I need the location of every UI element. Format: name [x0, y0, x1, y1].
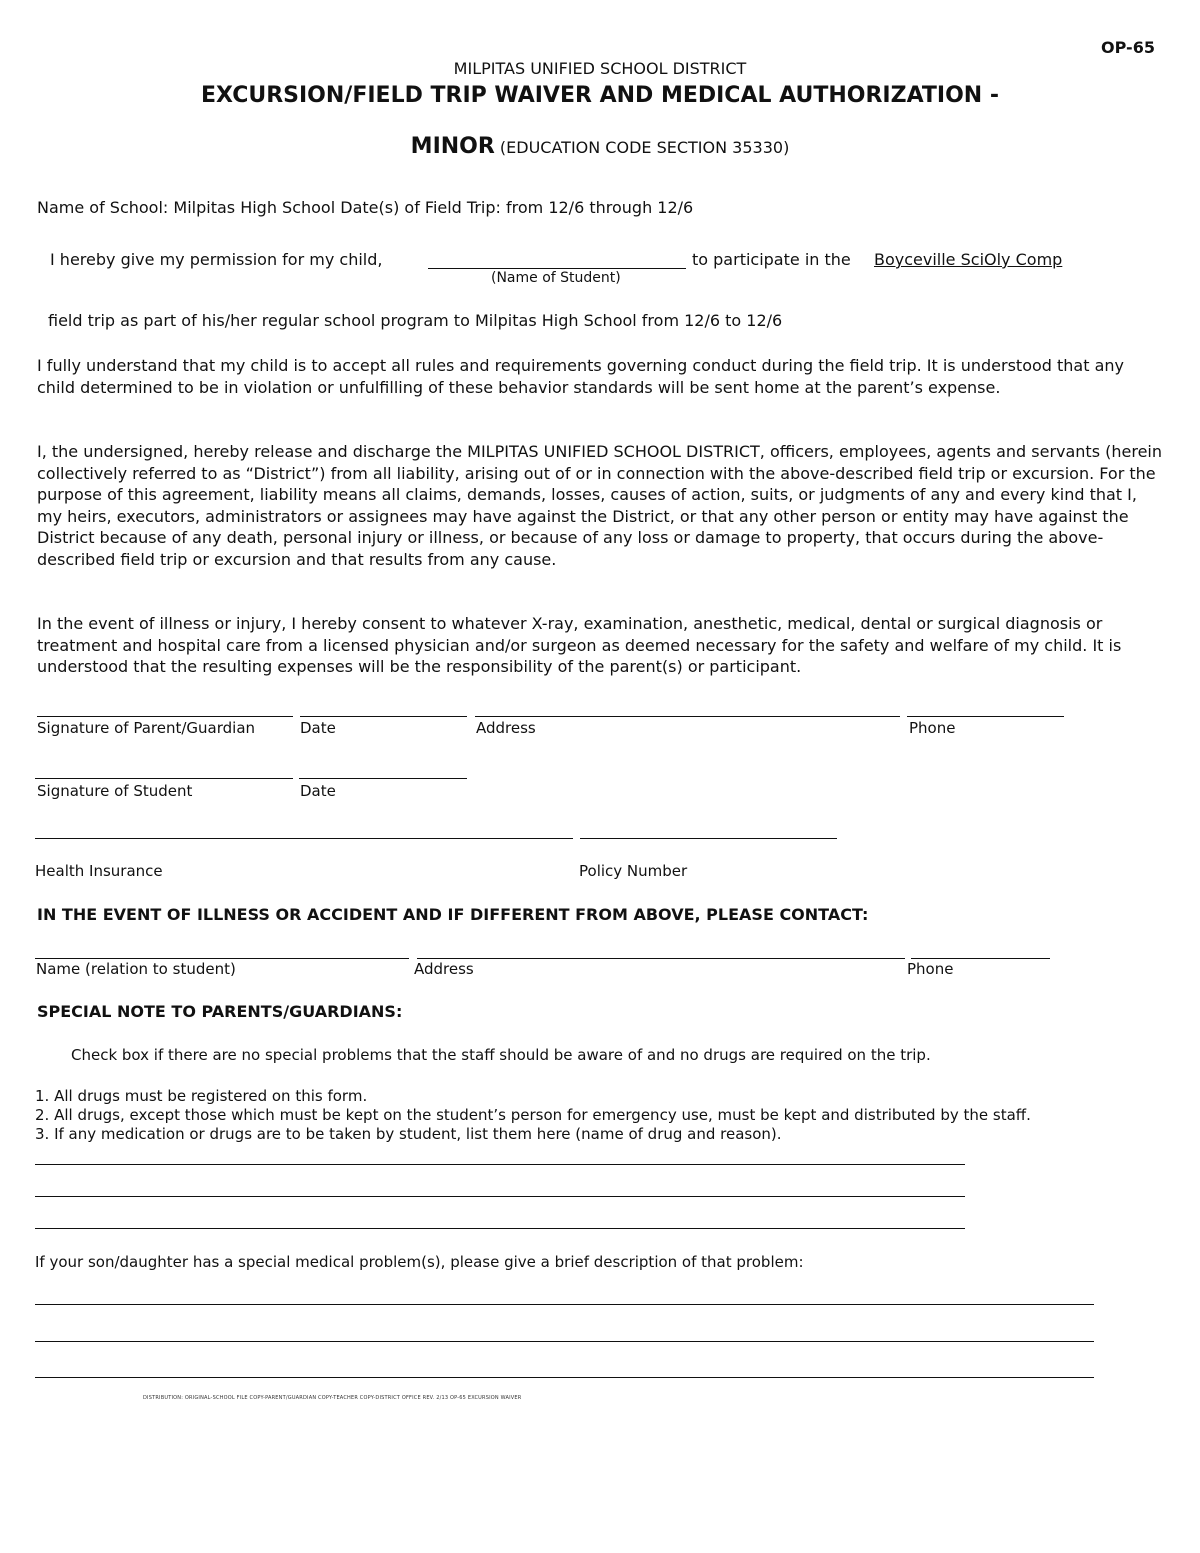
- contact-address-label: Address: [414, 960, 474, 978]
- trip-line: field trip as part of his/her regular school program to Milpitas High School from 12/6 to 12/6: [48, 311, 783, 330]
- student-date-label: Date: [300, 782, 336, 800]
- event-name-text: Boyceville SciOly Comp: [874, 250, 1063, 269]
- contact-name-label: Name (relation to student): [36, 960, 236, 978]
- form-title: EXCURSION/FIELD TRIP WAIVER AND MEDICAL AUTHORIZATION -: [201, 83, 999, 108]
- parent-signature-label: Signature of Parent/Guardian: [37, 719, 256, 737]
- form-code: OP-65: [1101, 38, 1155, 57]
- policy-number-line[interactable]: [580, 838, 837, 839]
- parent-address-label: Address: [476, 719, 536, 737]
- district-name: MILPITAS UNIFIED SCHOOL DISTRICT: [453, 59, 747, 78]
- emergency-heading: IN THE EVENT OF ILLNESS OR ACCIDENT AND IF DIFFERENT FROM ABOVE, PLEASE CONTACT:: [37, 905, 869, 924]
- contact-address-line[interactable]: [417, 958, 905, 959]
- parent-phone-label: Phone: [909, 719, 956, 737]
- drug-rule-1: 1. All drugs must be registered on this form.: [35, 1087, 368, 1105]
- title-minor: MINOR: [410, 134, 495, 159]
- permission-prefix: I hereby give my permission for my child,: [50, 250, 383, 269]
- conduct-text: I fully understand that my child is to accept all rules and requirements governing conduct during the field trip. It is understood that any child determined to be in violation or unfulfilling of these behavior standards will be sent home at the parent’s expense.: [37, 356, 1124, 397]
- footer-distribution-note: DISTRIBUTION: ORIGINAL-SCHOOL FILE COPY-PARENT/GUARDIAN COPY-TEACHER COPY-DISTRICT OFFICE REV. 2/13 OP-65 EXCURSION WAIVER: [143, 1395, 522, 1401]
- medical-problem-line-2[interactable]: [35, 1341, 1094, 1342]
- release-paragraph: [37, 441, 1167, 570]
- medication-line-3[interactable]: [35, 1228, 965, 1229]
- drug-rule-2: 2. All drugs, except those which must be kept on the student’s person for emergency use, must be kept and distributed by the staff.: [35, 1106, 1031, 1124]
- conduct-paragraph: [37, 355, 1167, 398]
- medical-problem-line-1[interactable]: [35, 1304, 1094, 1305]
- title-code: (EDUCATION CODE SECTION 35330): [499, 138, 790, 157]
- special-note-heading: SPECIAL NOTE TO PARENTS/GUARDIANS:: [37, 1002, 403, 1021]
- contact-phone-line[interactable]: [911, 958, 1050, 959]
- drug-rule-3: 3. If any medication or drugs are to be taken by student, list them here (name of drug and reason).: [35, 1125, 782, 1143]
- medication-line-2[interactable]: [35, 1196, 965, 1197]
- medication-line-1[interactable]: [35, 1164, 965, 1165]
- medical-problem-line-3[interactable]: [35, 1377, 1094, 1378]
- student-date-line[interactable]: [299, 778, 467, 779]
- health-insurance-label: Health Insurance: [35, 862, 163, 880]
- student-signature-line[interactable]: [35, 778, 293, 779]
- contact-phone-label: Phone: [907, 960, 954, 978]
- student-name-caption: (Name of Student): [491, 270, 621, 286]
- title-subline: [0, 133, 1200, 161]
- parent-phone-line[interactable]: [907, 716, 1064, 717]
- health-insurance-line[interactable]: [35, 838, 573, 839]
- policy-number-label: Policy Number: [579, 862, 688, 880]
- parent-address-line[interactable]: [475, 716, 900, 717]
- medical-paragraph: [37, 613, 1167, 678]
- contact-name-line[interactable]: [35, 958, 409, 959]
- permission-middle: to participate in the: [692, 250, 851, 269]
- student-signature-label: Signature of Student: [37, 782, 193, 800]
- event-name: [874, 250, 1062, 270]
- no-problems-checkbox-label[interactable]: Check box if there are no special problems that the staff should be aware of and no drugs are required on the trip.: [71, 1046, 931, 1064]
- medical-problem-prompt: If your son/daughter has a special medical problem(s), please give a brief description of that problem:: [35, 1253, 804, 1271]
- release-text: I, the undersigned, hereby release and discharge the MILPITAS UNIFIED SCHOOL DISTRICT, officers, employees, agents and servants (herein collectively referred to as “District”) from all liability, arising out of or in connection with the above-described field trip or excursion. For the purpose of this agreement, liability means all claims, demands, losses, causes of action, suits, or judgments of any and every kind that I, my heirs, executors, administrators or assignees may have against the District, or that any other person or entity may have against the District because of any death, personal injury or illness, or because of any loss or damage to property, that occurs during the above-described field trip or excursion and that results from any cause.: [37, 442, 1163, 569]
- parent-date-label: Date: [300, 719, 336, 737]
- parent-signature-line[interactable]: [37, 716, 293, 717]
- parent-date-line[interactable]: [300, 716, 467, 717]
- school-line: Name of School: Milpitas High School Date(s) of Field Trip: from 12/6 through 12/6: [37, 198, 694, 217]
- medical-text: In the event of illness or injury, I hereby consent to whatever X-ray, examination, anesthetic, medical, dental or surgical diagnosis or treatment and hospital care from a licensed physician and/or surgeon as deemed necessary for the safety and welfare of my child. It is understood that the resulting expenses will be the responsibility of the parent(s) or participant.: [37, 614, 1122, 676]
